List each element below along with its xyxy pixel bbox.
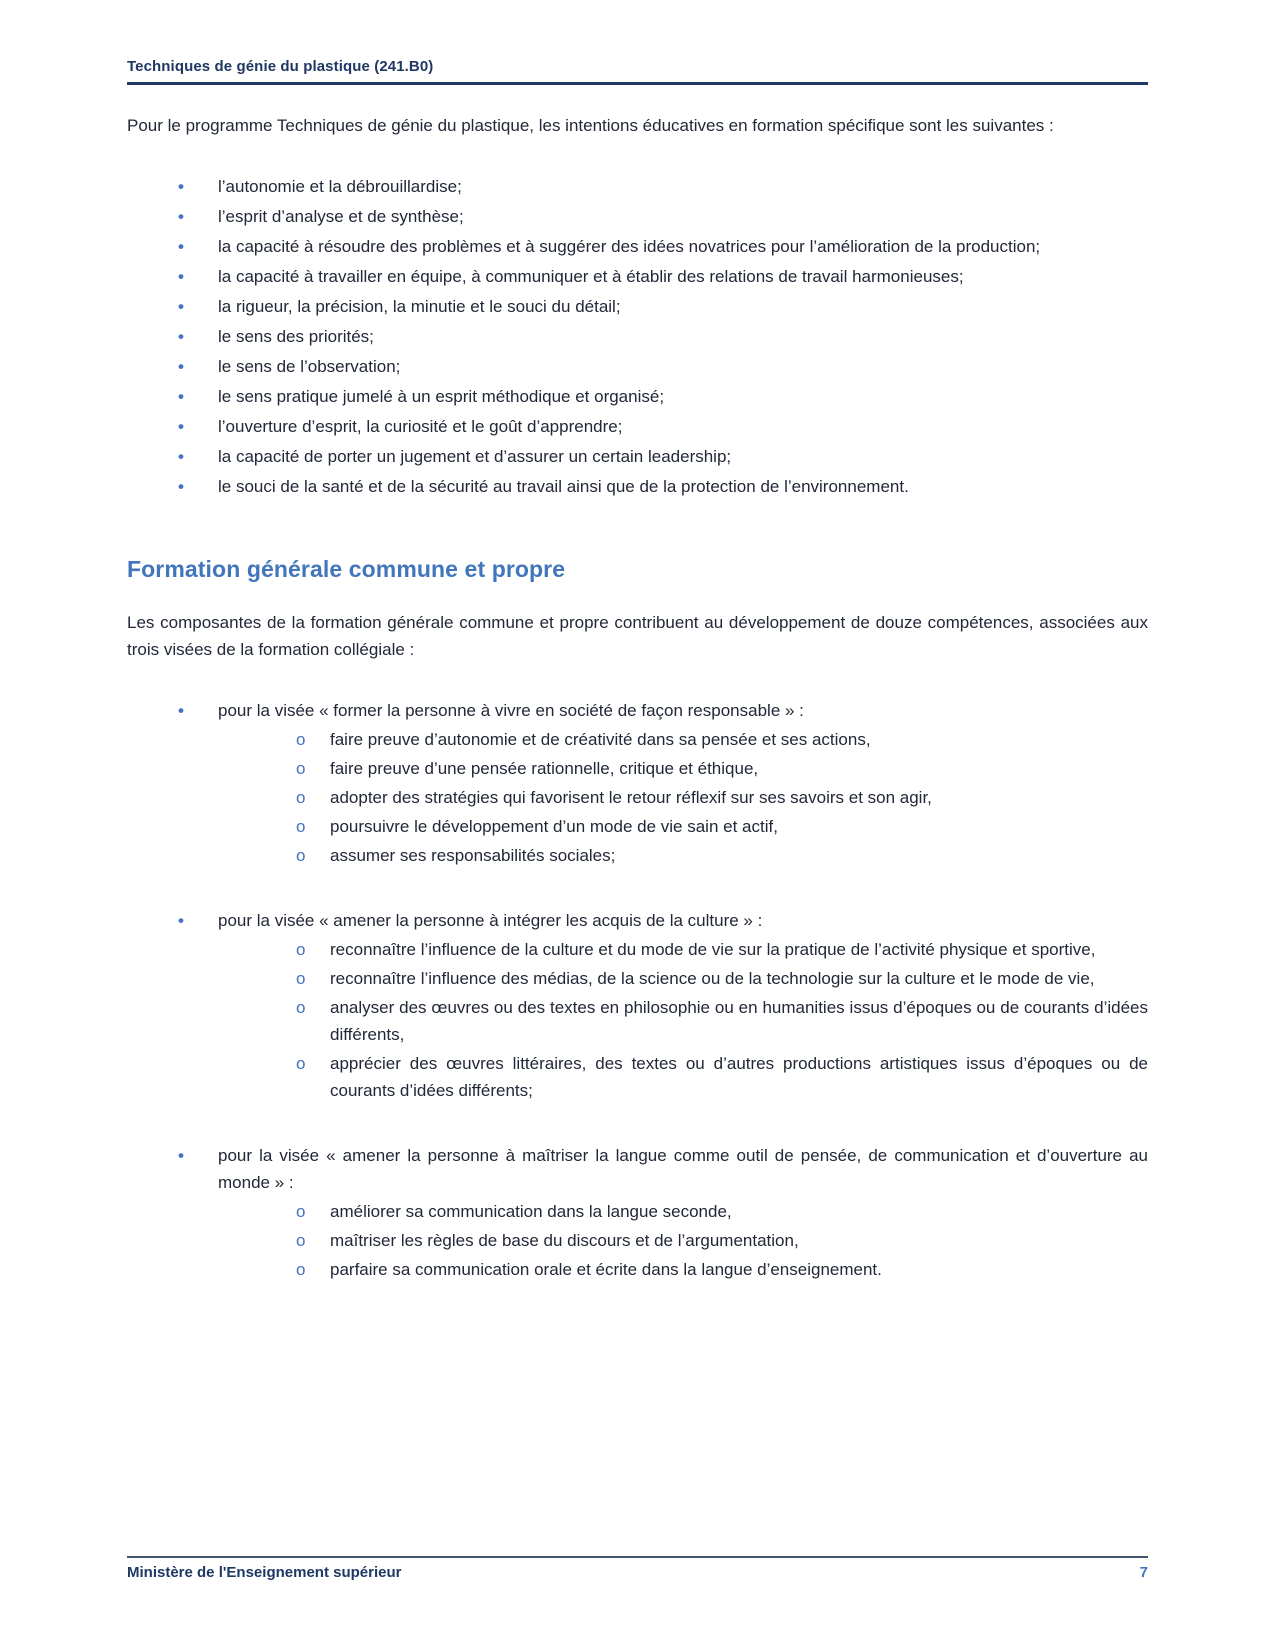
sub-item-text: maîtriser les règles de base du discours et de l’argumentation, xyxy=(330,1231,799,1250)
visee-block xyxy=(127,697,1148,869)
visee-label-text: pour la visée « amener la personne à intégrer les acquis de la culture » : xyxy=(218,911,763,930)
visee-label-text: pour la visée « former la personne à vivre en société de façon responsable » : xyxy=(218,701,804,720)
sub-bullet-icon: o xyxy=(296,998,306,1017)
bullet-icon: • xyxy=(178,297,184,316)
sub-bullet-icon: o xyxy=(296,846,306,865)
list-item-text: l’ouverture d’esprit, la curiosité et le goût d’apprendre; xyxy=(218,417,623,436)
footer-ministry: Ministère de l'Enseignement supérieur xyxy=(127,1564,402,1581)
list-item-text: la rigueur, la précision, la minutie et le souci du détail; xyxy=(218,297,621,316)
section-intro: Les composantes de la formation générale commune et propre contribuent au développement de douze compétences, associées aux trois visées de la formation collégiale : xyxy=(127,613,1148,659)
bullet-icon: • xyxy=(178,327,184,346)
visee-label-row xyxy=(127,907,1148,934)
visee-block xyxy=(127,907,1148,1104)
list-item xyxy=(127,443,1148,470)
sub-item-text: assumer ses responsabilités sociales; xyxy=(330,846,616,865)
footer-page-number: 7 xyxy=(1139,1564,1148,1581)
list-item xyxy=(127,293,1148,320)
sub-item-text: parfaire sa communication orale et écrite dans la langue d’enseignement. xyxy=(330,1260,882,1279)
sub-bullet-icon: o xyxy=(296,1231,306,1250)
list-item xyxy=(127,323,1148,350)
list-item xyxy=(127,233,1148,260)
footer-rule xyxy=(127,1556,1148,1558)
sub-item-text: adopter des stratégies qui favorisent le retour réflexif sur ses savoirs et son agir, xyxy=(330,788,932,807)
sub-list xyxy=(127,936,1148,1104)
page-header xyxy=(127,58,1148,85)
sub-bullet-icon: o xyxy=(296,788,306,807)
list-item-text: le sens pratique jumelé à un esprit méthodique et organisé; xyxy=(218,387,665,406)
sub-item-text: apprécier des œuvres littéraires, des textes ou d’autres productions artistiques issus d’époques ou de courants d’idées différents; xyxy=(330,1054,1148,1100)
sub-bullet-icon: o xyxy=(296,1202,306,1221)
sub-bullet-icon: o xyxy=(296,1260,306,1279)
bullet-icon: • xyxy=(178,207,184,226)
list-item xyxy=(127,173,1148,200)
sub-item xyxy=(127,726,1148,753)
page-footer xyxy=(127,1556,1148,1581)
section-title: Formation générale commune et propre xyxy=(127,556,566,582)
sub-item xyxy=(127,1227,1148,1254)
sub-item xyxy=(127,965,1148,992)
visee-label-row xyxy=(127,1142,1148,1196)
bullet-icon: • xyxy=(178,177,184,196)
sub-item xyxy=(127,1198,1148,1225)
list-item xyxy=(127,473,1148,500)
sub-item xyxy=(127,994,1148,1048)
sub-bullet-icon: o xyxy=(296,1054,306,1073)
sub-item-text: faire preuve d’une pensée rationnelle, critique et éthique, xyxy=(330,759,759,778)
sub-item xyxy=(127,842,1148,869)
list-item-text: le sens de l’observation; xyxy=(218,357,401,376)
sub-item-text: analyser des œuvres ou des textes en philosophie ou en humanities issus d’époques ou de courants d’idées différents, xyxy=(330,998,1148,1044)
list-item-text: le sens des priorités; xyxy=(218,327,374,346)
sub-item xyxy=(127,755,1148,782)
footer-row xyxy=(127,1564,1148,1581)
visee-label-row xyxy=(127,697,1148,724)
sub-bullet-icon: o xyxy=(296,817,306,836)
qualities-list xyxy=(127,173,1148,500)
sub-item-text: reconnaître l’influence de la culture et du mode de vie sur la pratique de l’activité physique et sportive, xyxy=(330,940,1096,959)
list-item-text: la capacité à résoudre des problèmes et à suggérer des idées novatrices pour l’amélioration de la production; xyxy=(218,237,1041,256)
page-body xyxy=(127,112,1148,1283)
sub-item-text: améliorer sa communication dans la langue seconde, xyxy=(330,1202,732,1221)
list-item xyxy=(127,353,1148,380)
bullet-icon: • xyxy=(178,447,184,466)
list-item xyxy=(127,383,1148,410)
header-rule xyxy=(127,82,1148,85)
list-item xyxy=(127,203,1148,230)
bullet-icon: • xyxy=(178,387,184,406)
sub-list xyxy=(127,1198,1148,1283)
sub-item xyxy=(127,1050,1148,1104)
bullet-icon: • xyxy=(178,1146,184,1165)
sub-bullet-icon: o xyxy=(296,969,306,988)
list-item-text: la capacité à travailler en équipe, à communiquer et à établir des relations de travail harmonieuses; xyxy=(218,267,964,286)
sub-item-text: faire preuve d’autonomie et de créativité dans sa pensée et ses actions, xyxy=(330,730,871,749)
bullet-icon: • xyxy=(178,357,184,376)
list-item-text: l’esprit d’analyse et de synthèse; xyxy=(218,207,464,226)
sub-bullet-icon: o xyxy=(296,730,306,749)
visee-block xyxy=(127,1142,1148,1283)
intro-paragraph: Pour le programme Techniques de génie du plastique, les intentions éducatives en formation spécifique sont les suivantes : xyxy=(127,116,1054,135)
list-item-text: le souci de la santé et de la sécurité au travail ainsi que de la protection de l’environnement. xyxy=(218,477,909,496)
bullet-icon: • xyxy=(178,267,184,286)
sub-bullet-icon: o xyxy=(296,940,306,959)
list-item xyxy=(127,263,1148,290)
sub-bullet-icon: o xyxy=(296,759,306,778)
sub-item xyxy=(127,784,1148,811)
list-item-text: la capacité de porter un jugement et d’assurer un certain leadership; xyxy=(218,447,732,466)
sub-item-text: reconnaître l’influence des médias, de la science ou de la technologie sur la culture et le mode de vie, xyxy=(330,969,1095,988)
sub-item xyxy=(127,936,1148,963)
list-item-text: l’autonomie et la débrouillardise; xyxy=(218,177,462,196)
bullet-icon: • xyxy=(178,417,184,436)
bullet-icon: • xyxy=(178,701,184,720)
sub-item-text: poursuivre le développement d’un mode de vie sain et actif, xyxy=(330,817,778,836)
bullet-icon: • xyxy=(178,911,184,930)
header-title: Techniques de génie du plastique (241.B0) xyxy=(127,58,434,75)
bullet-icon: • xyxy=(178,237,184,256)
sub-list xyxy=(127,726,1148,869)
bullet-icon: • xyxy=(178,477,184,496)
sub-item xyxy=(127,813,1148,840)
visee-label-text: pour la visée « amener la personne à maîtriser la langue comme outil de pensée, de communication et d’ouverture au monde » : xyxy=(218,1146,1148,1192)
list-item xyxy=(127,413,1148,440)
sub-item xyxy=(127,1256,1148,1283)
